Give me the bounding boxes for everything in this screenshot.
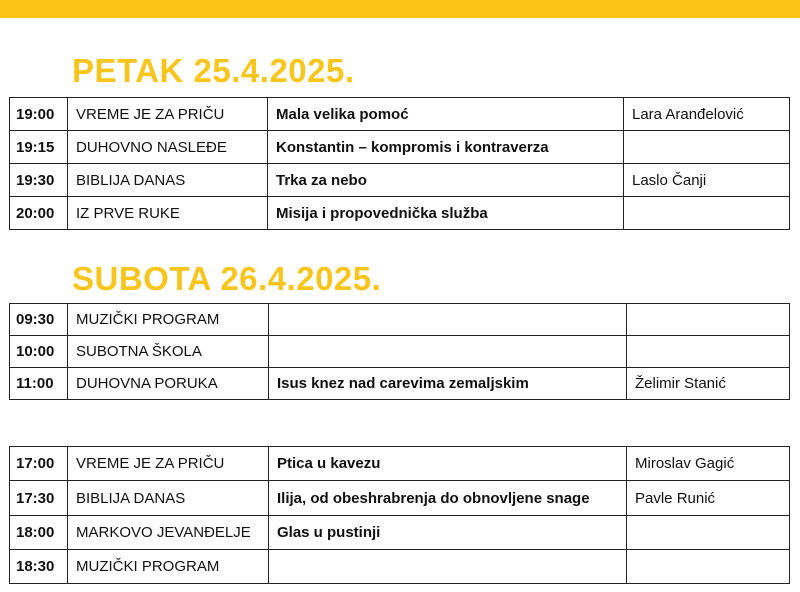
schedule-row — [10, 164, 790, 197]
schedule-row — [10, 481, 790, 516]
time-cell: 09:30 — [10, 304, 68, 336]
time-cell: 19:15 — [10, 131, 68, 164]
episode-title-cell: Misija i propovednička služba — [268, 197, 624, 230]
show-name-cell: SUBOTNA ŠKOLA — [68, 336, 269, 368]
time-cell: 20:00 — [10, 197, 68, 230]
time-cell: 10:00 — [10, 336, 68, 368]
episode-title-cell: Ptica u kavezu — [269, 447, 627, 481]
episode-title-cell: Ilija, od obeshrabrenja do obnovljene snage — [269, 481, 627, 516]
time-cell: 11:00 — [10, 368, 68, 400]
speaker-cell: Laslo Čanji — [624, 164, 790, 197]
top-accent-bar — [0, 0, 800, 18]
day-heading-saturday: SUBOTA 26.4.2025. — [72, 260, 382, 297]
schedule-table-friday — [9, 97, 790, 230]
show-name-cell: DUHOVNA PORUKA — [68, 368, 269, 400]
show-name-cell: IZ PRVE RUKE — [68, 197, 268, 230]
time-cell: 17:00 — [10, 447, 68, 481]
show-name-cell: BIBLIJA DANAS — [68, 164, 268, 197]
schedule-row — [10, 304, 790, 336]
show-name-cell: MARKOVO JEVANĐELJE — [68, 516, 269, 550]
schedule-row — [10, 336, 790, 368]
episode-title-cell: Isus knez nad carevima zemaljskim — [269, 368, 627, 400]
show-name-cell: BIBLIJA DANAS — [68, 481, 269, 516]
schedule-table-saturday-morning — [9, 303, 790, 400]
schedule-row — [10, 368, 790, 400]
episode-title-cell: Konstantin – kompromis i kontraverza — [268, 131, 624, 164]
episode-title-cell — [269, 336, 627, 368]
show-name-cell: MUZIČKI PROGRAM — [68, 304, 269, 336]
speaker-cell — [624, 197, 790, 230]
time-cell: 19:30 — [10, 164, 68, 197]
episode-title-cell — [269, 304, 627, 336]
speaker-cell — [627, 336, 790, 368]
speaker-cell: Pavle Runić — [627, 481, 790, 516]
episode-title-cell: Trka za nebo — [268, 164, 624, 197]
time-cell: 18:00 — [10, 516, 68, 550]
show-name-cell: VREME JE ZA PRIČU — [68, 447, 269, 481]
schedule-row — [10, 550, 790, 584]
schedule-row — [10, 447, 790, 481]
speaker-cell — [627, 550, 790, 584]
speaker-cell — [627, 304, 790, 336]
speaker-cell: Lara Aranđelović — [624, 98, 790, 131]
time-cell: 19:00 — [10, 98, 68, 131]
schedule-row — [10, 131, 790, 164]
schedule-row — [10, 516, 790, 550]
time-cell: 18:30 — [10, 550, 68, 584]
schedule-row — [10, 197, 790, 230]
episode-title-cell — [269, 550, 627, 584]
speaker-cell: Želimir Stanić — [627, 368, 790, 400]
day-heading-friday: PETAK 25.4.2025. — [72, 52, 355, 89]
speaker-cell — [624, 131, 790, 164]
schedule-table-saturday-evening — [9, 446, 790, 584]
show-name-cell: MUZIČKI PROGRAM — [68, 550, 269, 584]
speaker-cell — [627, 516, 790, 550]
time-cell: 17:30 — [10, 481, 68, 516]
speaker-cell: Miroslav Gagić — [627, 447, 790, 481]
schedule-row — [10, 98, 790, 131]
show-name-cell: DUHOVNO NASLEĐE — [68, 131, 268, 164]
episode-title-cell: Mala velika pomoć — [268, 98, 624, 131]
episode-title-cell: Glas u pustinji — [269, 516, 627, 550]
show-name-cell: VREME JE ZA PRIČU — [68, 98, 268, 131]
